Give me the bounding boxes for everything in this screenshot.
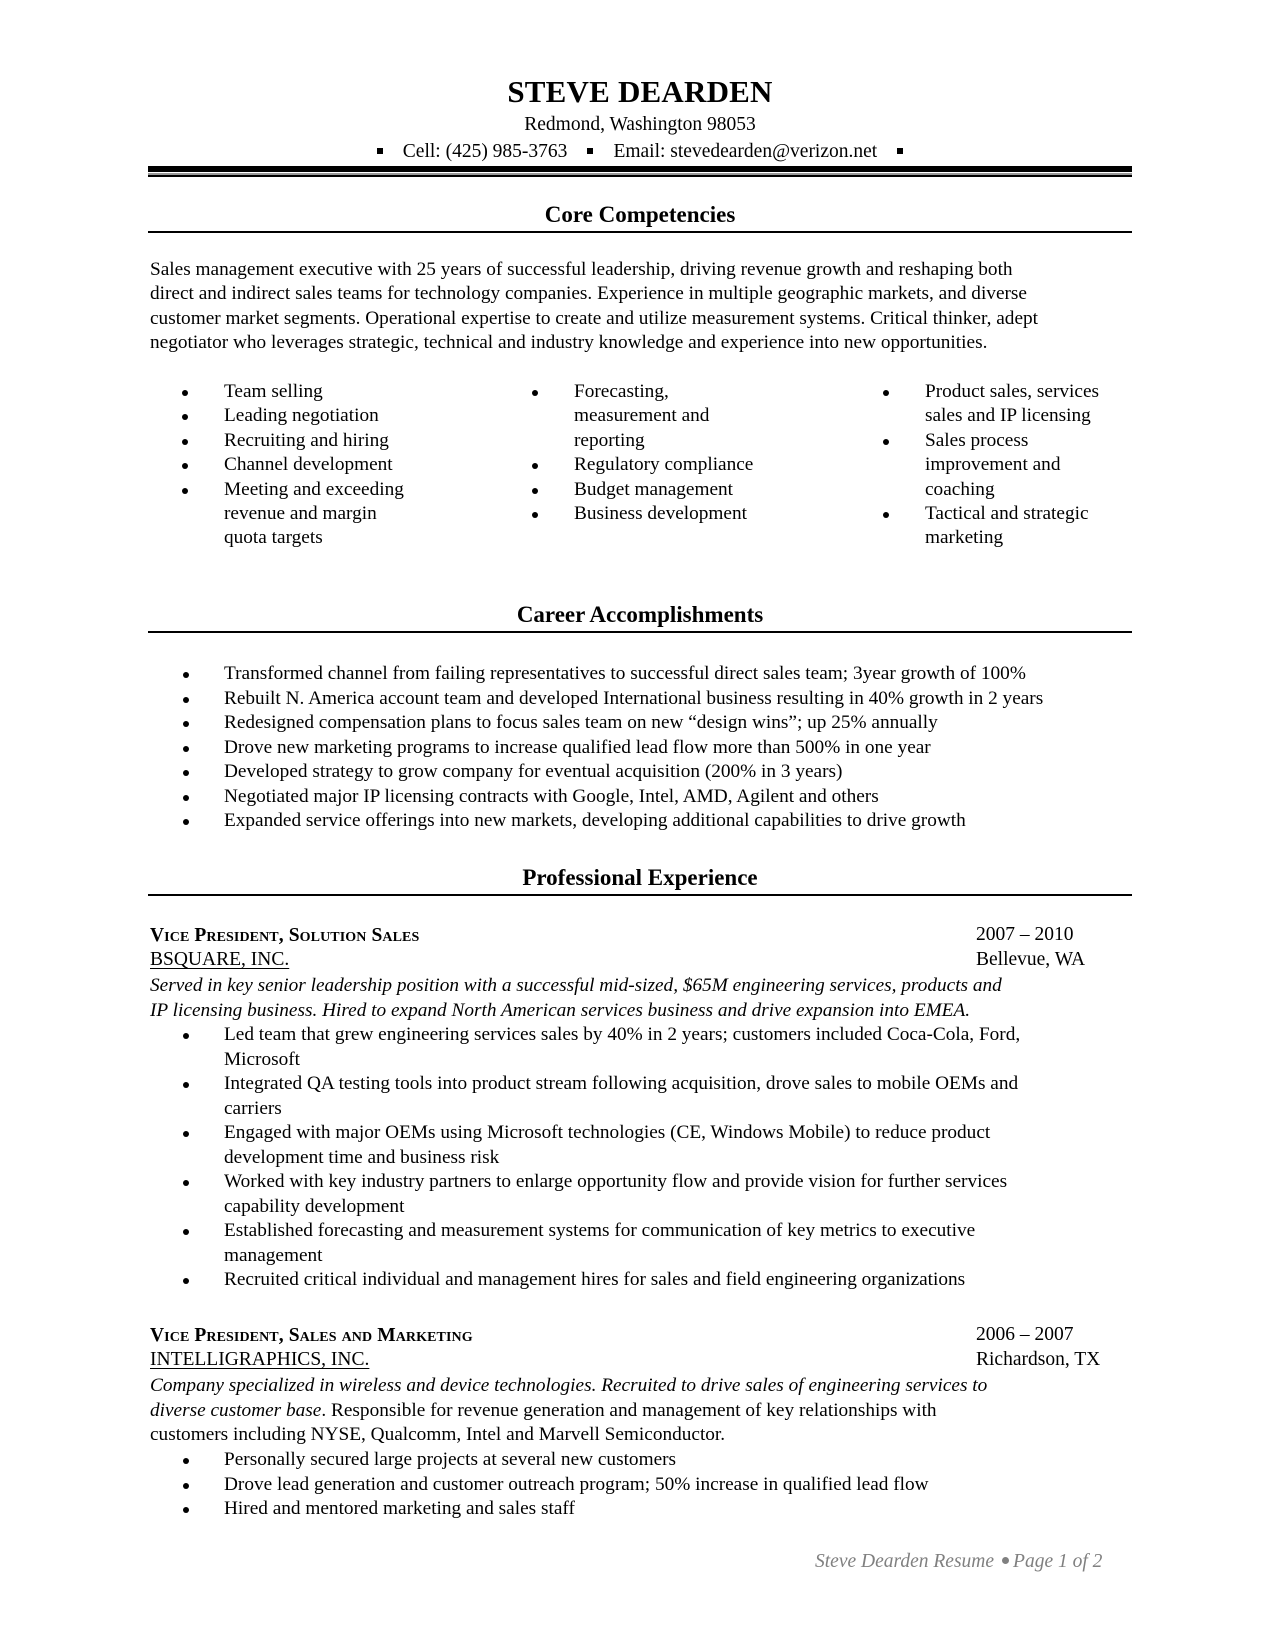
job-bullet-text: carriers xyxy=(224,1097,282,1119)
accomplishment-item xyxy=(180,760,1130,785)
job-description-line xyxy=(150,1399,1140,1424)
bullet-icon xyxy=(183,697,189,703)
bullet-icon xyxy=(183,721,189,727)
job-bullet-text: Established forecasting and measurement systems for communication of key metrics to executive xyxy=(224,1220,976,1241)
bullet-icon xyxy=(183,1033,189,1039)
job-bullet-item xyxy=(180,1072,1080,1121)
accomplishment-text: Transformed channel from failing representatives to successful direct sales team; 3year growth of 100% xyxy=(224,663,1026,684)
competency-text: reporting xyxy=(574,429,645,451)
accomplishment-text: Drove new marketing programs to increase qualified lead flow more than 500% in one year xyxy=(224,736,931,758)
section-title-career-accomplishments: Career Accomplishments xyxy=(516,602,764,627)
competency-text: Regulatory compliance xyxy=(574,454,754,476)
bullet-icon xyxy=(883,439,889,445)
candidate-name: STEVE DEARDEN xyxy=(507,74,773,109)
summary-line: negotiator who leverages strategic, technical and industry knowledge and experience into new opportunities. xyxy=(150,331,988,353)
bullet-icon xyxy=(183,746,189,752)
summary-paragraph xyxy=(150,258,1135,355)
job-description-line: IP licensing business. Hired to expand North American services business and drive expansion into EMEA. xyxy=(150,999,971,1021)
competency-text: Budget management xyxy=(574,478,734,500)
accomplishment-text: Rebuilt N. America account team and developed International business resulting in 40% growth in 2 years xyxy=(224,687,1044,709)
competency-text: Recruiting and hiring xyxy=(224,429,389,451)
competency-text: Tactical and strategic xyxy=(925,503,1089,525)
bullet-icon xyxy=(183,672,189,678)
competency-text: Product sales, services xyxy=(925,381,1100,402)
bullet-icon xyxy=(182,439,188,445)
job-bullet-item xyxy=(180,1448,1080,1473)
job-bullet-text: Integrated QA testing tools into product stream following acquisition, drove sales to mobile OEMs and xyxy=(224,1073,1019,1094)
square-bullet-icon xyxy=(897,148,903,154)
bullet-icon xyxy=(182,414,188,420)
bullet-icon xyxy=(883,512,889,518)
bullet-icon xyxy=(183,1131,189,1137)
competency-column xyxy=(182,380,442,551)
section-title-core-competencies: Core Competencies xyxy=(544,202,736,227)
square-bullet-icon xyxy=(587,148,593,154)
bullet-icon xyxy=(883,390,889,396)
job-bullet-item xyxy=(180,1170,1080,1219)
bullet-icon xyxy=(1002,1557,1009,1564)
job-bullet-item xyxy=(180,1473,1080,1498)
contact-line xyxy=(148,141,1132,163)
summary-line: Sales management executive with 25 years of successful leadership, driving revenue growth and reshaping both xyxy=(150,259,1013,280)
job-location: Bellevue, WA xyxy=(976,949,1086,970)
accomplishment-item xyxy=(180,687,1130,712)
competency-text: Team selling xyxy=(224,381,323,402)
competency-text: marketing xyxy=(925,527,1004,549)
competency-item xyxy=(883,380,1143,429)
competency-text: coaching xyxy=(925,478,995,500)
bullet-icon xyxy=(183,1229,189,1235)
competency-item xyxy=(532,478,792,502)
competency-column xyxy=(883,380,1143,551)
job-bullet-item xyxy=(180,1268,1080,1293)
accomplishment-item xyxy=(180,662,1130,687)
job-description-line: Served in key senior leadership position with a successful mid-sized, $65M engineering services, products and xyxy=(150,975,1002,996)
competency-text: Sales process xyxy=(925,429,1029,451)
section-divider xyxy=(148,631,1132,633)
accomplishment-item xyxy=(180,809,1130,834)
header-divider-thin xyxy=(148,175,1132,177)
accomplishment-text: Expanded service offerings into new markets, developing additional capabilities to drive growth xyxy=(224,810,966,831)
job-bullet-text: Led team that grew engineering services sales by 40% in 2 years; customers included Coca-Cola, Ford, xyxy=(224,1024,1021,1045)
bullet-icon xyxy=(182,488,188,494)
job-description-line: customers including NYSE, Qualcomm, Intel and Marvell Semiconductor. xyxy=(150,1424,726,1445)
job-description-text: . Responsible for revenue generation and management of key relationships with xyxy=(321,1399,937,1421)
competency-item xyxy=(182,380,442,404)
job-bullets xyxy=(180,1023,1080,1293)
competency-text: improvement and xyxy=(925,454,1061,476)
section-title-professional-experience: Professional Experience xyxy=(522,865,758,890)
bullet-icon xyxy=(532,512,538,518)
job-bullet-item xyxy=(180,1121,1080,1170)
bullet-icon xyxy=(182,390,188,396)
accomplishments-list xyxy=(180,662,1130,834)
job-bullet-item xyxy=(180,1219,1080,1268)
bullet-icon xyxy=(183,1278,189,1284)
job-bullet-text: Microsoft xyxy=(224,1048,301,1070)
competency-text: measurement and xyxy=(574,405,710,427)
bullet-icon xyxy=(532,390,538,396)
candidate-address: Redmond, Washington 98053 xyxy=(524,114,756,135)
job-bullet-text: Recruited critical individual and management hires for sales and field engineering organizations xyxy=(224,1269,966,1290)
job-bullet-text: capability development xyxy=(224,1195,405,1217)
header-divider-thick xyxy=(148,166,1132,172)
job-bullets xyxy=(180,1448,1080,1522)
square-bullet-icon xyxy=(377,148,383,154)
job-bullet-item xyxy=(180,1023,1080,1072)
page-footer xyxy=(815,1551,1102,1573)
footer-doc-name: Steve Dearden Resume xyxy=(815,1551,995,1572)
competency-text: Leading negotiation xyxy=(224,405,379,427)
accomplishment-item xyxy=(180,785,1130,810)
competency-text: Forecasting, xyxy=(574,381,669,402)
job-company[interactable]: INTELLIGRAPHICS, INC. xyxy=(150,1349,370,1370)
bullet-icon xyxy=(183,795,189,801)
bullet-icon xyxy=(183,1180,189,1186)
job-bullet-text: Worked with key industry partners to enlarge opportunity flow and provide vision for further services xyxy=(224,1171,1008,1192)
job-description-italic: diverse customer base xyxy=(150,1399,322,1421)
competency-text: Meeting and exceeding xyxy=(224,478,404,500)
competency-item xyxy=(532,453,792,477)
competency-text: Channel development xyxy=(224,454,393,476)
competency-item xyxy=(532,380,792,453)
job-title: Vice President, Sales and Marketing xyxy=(150,1325,473,1346)
job-company[interactable]: BSQUARE, INC. xyxy=(150,949,290,970)
summary-line: customer market segments. Operational expertise to create and utilize measurement systems. Critical thinker, adept xyxy=(150,307,1039,329)
accomplishment-text: Negotiated major IP licensing contracts with Google, Intel, AMD, Agilent and others xyxy=(224,785,879,807)
bullet-icon xyxy=(183,1507,189,1513)
competency-item xyxy=(883,502,1143,551)
section-divider xyxy=(148,231,1132,233)
footer-page-number: Page 1 of 2 xyxy=(1013,1551,1103,1572)
competency-item xyxy=(182,478,442,551)
job-description xyxy=(150,974,1140,1023)
job-bullet-text: Hired and mentored marketing and sales staff xyxy=(224,1498,575,1519)
bullet-icon xyxy=(532,463,538,469)
competency-text: Business development xyxy=(574,503,747,525)
competency-item xyxy=(532,502,792,526)
cell-phone: Cell: (425) 985-3763 xyxy=(402,141,568,162)
section-divider xyxy=(148,894,1132,896)
job-description-line: Company specialized in wireless and device technologies. Recruited to drive sales of engineering services to xyxy=(150,1375,988,1396)
accomplishment-text: Developed strategy to grow company for eventual acquisition (200% in 3 years) xyxy=(224,761,843,782)
bullet-icon xyxy=(183,1483,189,1489)
competency-item xyxy=(182,429,442,453)
job-title: Vice President, Solution Sales xyxy=(150,925,420,946)
bullet-icon xyxy=(183,770,189,776)
job-dates: 2006 – 2007 xyxy=(976,1324,1074,1345)
job-bullet-text: development time and business risk xyxy=(224,1146,500,1168)
accomplishment-text: Redesigned compensation plans to focus sales team on new “design wins”; up 25% annually xyxy=(224,712,938,733)
job-description xyxy=(150,1374,1140,1448)
email-address[interactable]: Email: stevedearden@verizon.net xyxy=(613,141,878,162)
job-bullet-text: Drove lead generation and customer outreach program; 50% increase in qualified lead flow xyxy=(224,1473,929,1495)
competency-item xyxy=(182,404,442,428)
bullet-icon xyxy=(183,1458,189,1464)
job-bullet-text: Engaged with major OEMs using Microsoft technologies (CE, Windows Mobile) to reduce product xyxy=(224,1122,991,1143)
summary-line: direct and indirect sales teams for technology companies. Experience in multiple geographic markets, and diverse xyxy=(150,283,1027,305)
bullet-icon xyxy=(183,1082,189,1088)
bullet-icon xyxy=(532,488,538,494)
accomplishment-item xyxy=(180,711,1130,736)
competency-text: sales and IP licensing xyxy=(925,405,1091,427)
competency-text: quota targets xyxy=(224,527,323,549)
competency-text: revenue and margin xyxy=(224,503,377,525)
bullet-icon xyxy=(183,819,189,825)
competency-column xyxy=(532,380,792,526)
job-location: Richardson, TX xyxy=(976,1349,1101,1370)
job-dates: 2007 – 2010 xyxy=(976,924,1074,945)
job-bullet-text: Personally secured large projects at several new customers xyxy=(224,1449,677,1470)
job-bullet-item xyxy=(180,1497,1080,1522)
competency-item xyxy=(182,453,442,477)
accomplishment-item xyxy=(180,736,1130,761)
bullet-icon xyxy=(182,463,188,469)
job-bullet-text: management xyxy=(224,1244,323,1266)
competency-item xyxy=(883,429,1143,502)
